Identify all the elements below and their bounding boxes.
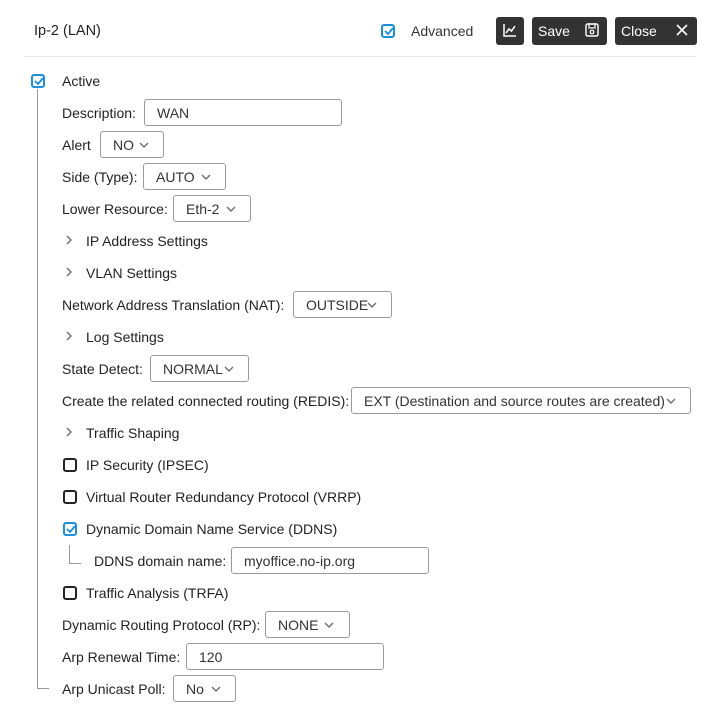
- lower-resource-select[interactable]: [173, 195, 251, 222]
- chevron-right-icon: [65, 330, 73, 342]
- chevron-down-icon: [367, 302, 377, 308]
- arp-unicast-label: Arp Unicast Poll:: [62, 681, 166, 697]
- close-button-label: Close: [621, 23, 657, 39]
- vrrp-label: Virtual Router Redundancy Protocol (VRRP): [86, 489, 362, 505]
- state-detect-label: State Detect:: [62, 361, 143, 377]
- ddns-domain-input[interactable]: [231, 547, 429, 574]
- alert-select[interactable]: [100, 131, 164, 158]
- redis-value: EXT (Destination and source routes are created): [364, 393, 665, 409]
- vlan-settings-label: VLAN Settings: [86, 265, 178, 281]
- check-icon: [65, 523, 77, 535]
- rp-label: Dynamic Routing Protocol (RP):: [62, 617, 261, 633]
- trfa-checkbox[interactable]: [63, 586, 77, 600]
- nat-label: Network Address Translation (NAT):: [62, 297, 285, 313]
- chevron-right-icon: [65, 266, 73, 278]
- advanced-checkbox[interactable]: [381, 24, 395, 38]
- log-settings-toggle[interactable]: [62, 323, 362, 351]
- chevron-down-icon: [226, 206, 236, 212]
- chart-icon: [502, 22, 518, 38]
- state-detect-value: NORMAL: [163, 361, 223, 377]
- nat-value: OUTSIDE: [306, 297, 369, 313]
- active-label: Active: [62, 73, 101, 89]
- ddns-tree-connector: [69, 545, 81, 564]
- alert-label: Alert: [62, 137, 91, 153]
- lower-resource-value: Eth-2: [186, 201, 220, 217]
- chevron-down-icon: [139, 142, 149, 148]
- state-detect-select[interactable]: [150, 355, 249, 382]
- ip-address-settings-toggle[interactable]: [62, 227, 362, 255]
- active-checkbox[interactable]: [31, 74, 45, 88]
- floppy-disk-icon: [584, 22, 600, 38]
- chevron-right-icon: [65, 426, 73, 438]
- check-icon: [383, 25, 395, 37]
- chevron-down-icon: [324, 622, 334, 628]
- chevron-down-icon: [666, 398, 676, 404]
- vrrp-checkbox[interactable]: [63, 490, 77, 504]
- arp-renewal-label: Arp Renewal Time:: [62, 649, 181, 665]
- arp-renewal-input[interactable]: [186, 643, 384, 670]
- arp-unicast-value: No: [186, 681, 204, 697]
- chevron-down-icon: [201, 174, 211, 180]
- ipsec-checkbox[interactable]: [63, 458, 77, 472]
- traffic-shaping-toggle[interactable]: [62, 419, 362, 447]
- chevron-down-icon: [224, 366, 234, 372]
- log-settings-label: Log Settings: [86, 329, 164, 345]
- dialog-header: [24, 14, 696, 57]
- lower-resource-label: Lower Resource:: [62, 201, 168, 217]
- chevron-down-icon: [211, 686, 221, 692]
- save-button-label: Save: [538, 23, 570, 39]
- ddns-domain-value: myoffice.no-ip.org: [244, 553, 356, 569]
- arp-renewal-value: 120: [199, 649, 223, 665]
- nat-select[interactable]: [293, 291, 392, 318]
- vlan-settings-toggle[interactable]: [62, 259, 362, 287]
- check-icon: [33, 75, 45, 87]
- side-value: AUTO: [156, 169, 195, 185]
- alert-value: NO: [113, 137, 134, 153]
- ipsec-label: IP Security (IPSEC): [86, 457, 209, 473]
- redis-label: Create the related connected routing (REDIS):: [62, 393, 350, 409]
- advanced-label[interactable]: Advanced: [411, 23, 474, 39]
- chart-button[interactable]: [496, 17, 524, 45]
- ddns-checkbox[interactable]: [63, 522, 77, 536]
- page-title: Ip-2 (LAN): [34, 23, 101, 39]
- save-button[interactable]: [532, 17, 607, 45]
- description-input[interactable]: [144, 99, 342, 126]
- rp-value: NONE: [278, 617, 319, 633]
- side-label: Side (Type):: [62, 169, 138, 185]
- description-label: Description:: [62, 105, 136, 121]
- close-icon: [675, 23, 689, 37]
- side-select[interactable]: [143, 163, 226, 190]
- ddns-label: Dynamic Domain Name Service (DDNS): [86, 521, 338, 537]
- tree-connector: [37, 89, 49, 689]
- close-button[interactable]: [615, 17, 697, 45]
- ip-address-settings-label: IP Address Settings: [86, 233, 208, 249]
- ddns-domain-label: DDNS domain name:: [94, 553, 227, 569]
- redis-select[interactable]: [351, 387, 691, 414]
- traffic-shaping-label: Traffic Shaping: [86, 425, 180, 441]
- rp-select[interactable]: [265, 611, 350, 638]
- trfa-label: Traffic Analysis (TRFA): [86, 585, 229, 601]
- arp-unicast-select[interactable]: [173, 675, 236, 702]
- chevron-right-icon: [65, 234, 73, 246]
- description-value: WAN: [157, 105, 190, 121]
